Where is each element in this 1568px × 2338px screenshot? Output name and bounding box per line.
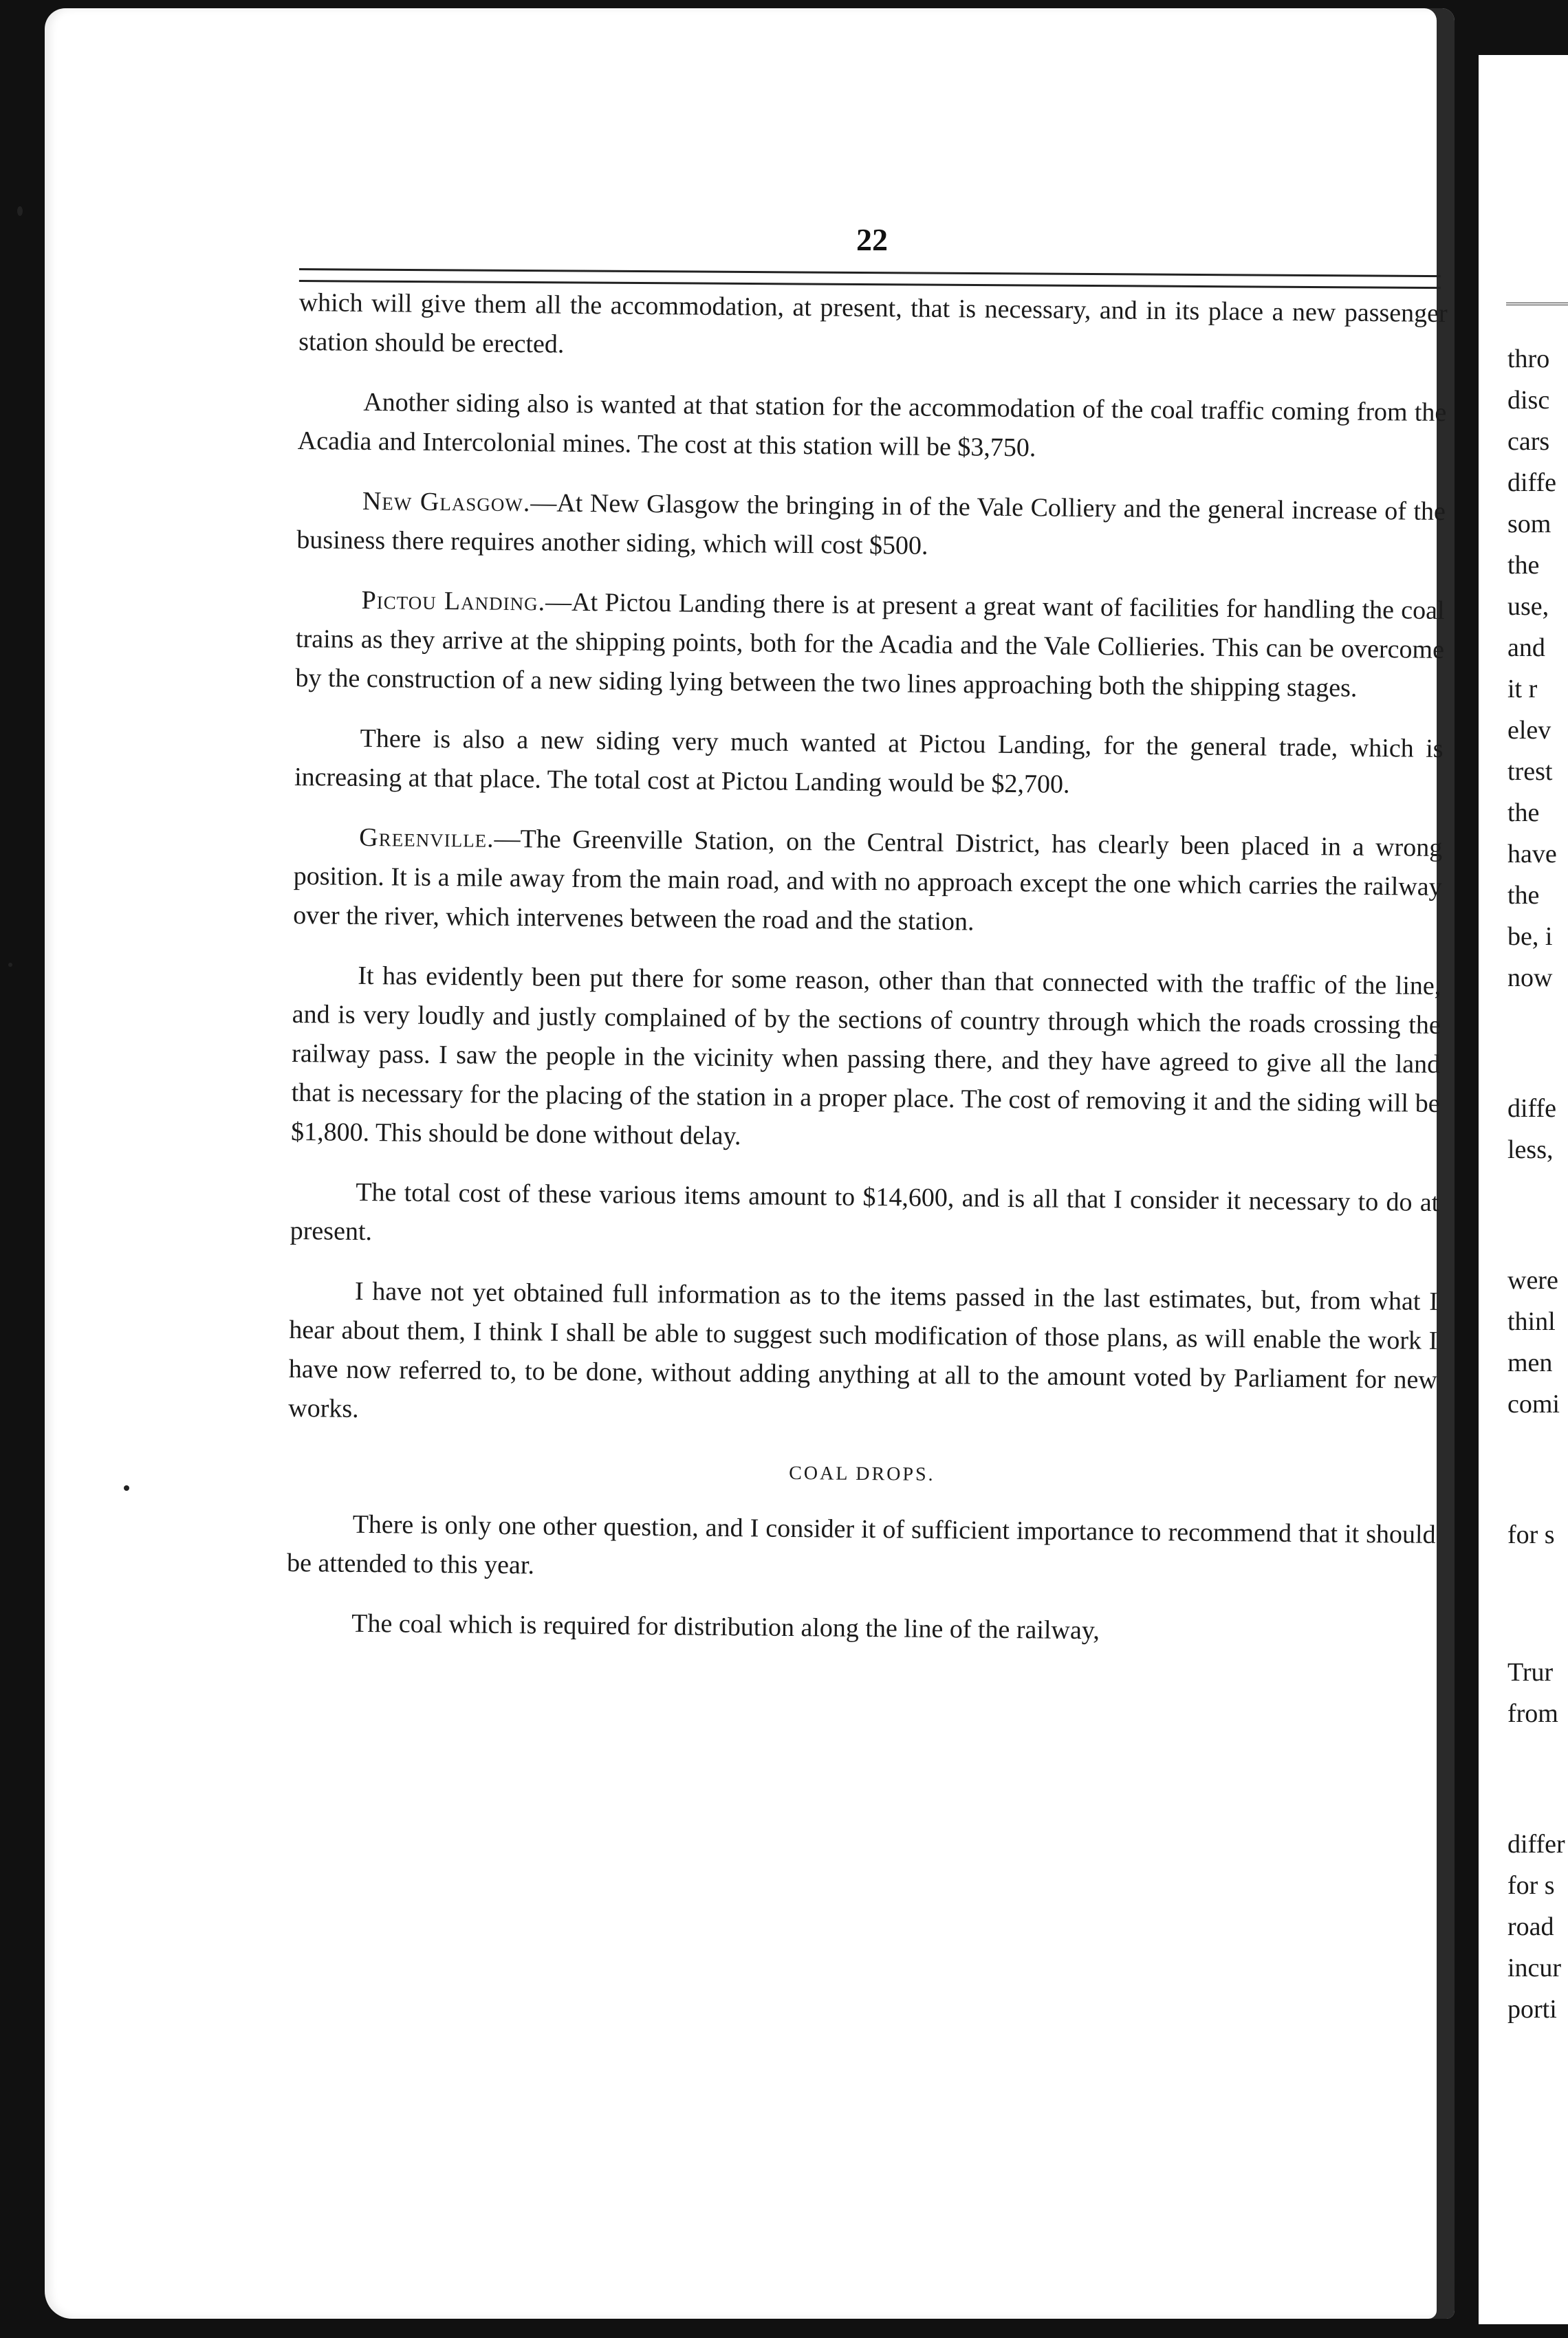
facing-page-fragment: for s [1507, 1520, 1555, 1549]
facing-page-fragment: comi [1507, 1390, 1560, 1419]
paragraph: The total cost of these various items amount to $14,600, and is all that I consider it necessary to do at present. [290, 1177, 1439, 1247]
facing-page-fragment: diffe [1507, 468, 1557, 497]
facing-page-fragment: porti [1507, 1995, 1557, 2024]
paragraph: I have not yet obtained full information as to the items passed in the last estimates, but, from what I hear about them, I think I shall be able to suggest such modification of those plans, as will enable the work I have now referred to, to be done, without adding anything at all to the amount voted by Parliament for new works. [288, 1276, 1439, 1423]
facing-page-fragment: men [1507, 1348, 1553, 1377]
paragraph: which will give them all the accommodation, at present, that is necessary, and in its place a new passenger station should be erected. [298, 287, 1448, 359]
body-text [286, 283, 1448, 1674]
document-page [45, 8, 1455, 2319]
paragraph-text: —At New Glasgow the bringing in of the Vale Colliery and the general increase of the business there requires another siding, which will cost $500. [296, 488, 1446, 560]
facing-page-fragment: the [1507, 798, 1540, 827]
paragraph [296, 481, 1446, 571]
facing-page-fragment: now [1507, 963, 1553, 992]
facing-page-fragment: thinl [1507, 1307, 1556, 1336]
facing-page-fragment: from [1507, 1699, 1558, 1728]
facing-page-fragment: it r [1507, 675, 1538, 703]
facing-page-fragment: the [1507, 881, 1540, 910]
facing-page-fragment: disc [1507, 386, 1550, 415]
paragraph [295, 580, 1445, 709]
paragraph [293, 818, 1443, 946]
facing-page-fragment: have [1507, 840, 1557, 868]
facing-page-fragment: incur [1507, 1954, 1562, 1982]
facing-page-fragment: and [1507, 633, 1545, 662]
facing-page-rule [1506, 303, 1568, 305]
run-in-heading: New Glasgow. [362, 486, 531, 518]
facing-page-fragment: be, i [1507, 922, 1553, 951]
facing-page [1479, 55, 1568, 2324]
run-in-heading: Pictou Landing. [361, 585, 546, 617]
paragraph: There is only one other question, and I consider it of sufficient importance to recommend that it should be attended to this year. [286, 1509, 1436, 1580]
facing-page-fragment: trest [1507, 757, 1553, 786]
facing-page-fragment: thro [1507, 345, 1550, 373]
facing-page-fragment: diffe [1507, 1094, 1557, 1123]
facing-page-fragment: som [1507, 510, 1551, 538]
paragraph-text: —At Pictou Landing there is at present a great want of facilities for handling the coal trains as they arrive at the shipping points, both for the Acadia and the Vale Collieries. This can be overcome by the construction of a new siding lying between the two lines approaching both the shipping stages. [295, 587, 1445, 703]
facing-page-fragment: the [1507, 551, 1540, 580]
facing-page-fragment: differ [1507, 1830, 1565, 1859]
paragraph: The coal which is required for distribution along the line of the railway, [351, 1608, 1100, 1646]
paragraph-text: —The Greenville Station, on the Central District, has clearly been placed in a wrong position. It is a mile away from the main road, and with no approach except the one which carries the railway over the river, which intervenes between the road and the station. [292, 824, 1443, 937]
paragraph: It has evidently been put there for some reason, other than that connected with the traffic of the line, and is very loudly and justly complained of by the sections of country through which the roads crossing the railway pass. I saw the people in the vicinity when passing there, and they have agreed to give all the land that is necessary for the placing of the station in a proper place. The cost of removing it and the siding will be $1,800. This should be done without delay. [290, 961, 1441, 1151]
facing-page-fragment: road [1507, 1912, 1554, 1941]
scan-speck [124, 1485, 129, 1491]
facing-page-fragment: less, [1507, 1135, 1554, 1164]
run-in-heading: Greenville. [359, 822, 494, 853]
page-number: 22 [856, 222, 888, 257]
facing-page-fragment: were [1507, 1266, 1558, 1295]
scan-speck [8, 963, 12, 967]
facing-page-fragment: elev [1507, 716, 1551, 745]
facing-page-fragment: Trur [1507, 1658, 1554, 1687]
paragraph: There is also a new siding very much wanted at Pictou Landing, for the general trade, which is increasing at that place. The total cost at Pictou Landing would be $2,700. [294, 723, 1444, 799]
facing-page-fragment: cars [1507, 427, 1550, 456]
section-heading: COAL DROPS. [789, 1462, 935, 1485]
scan-speck [17, 206, 23, 216]
facing-page-fragment: for s [1507, 1871, 1555, 1900]
paragraph: Another siding also is wanted at that station for the accommodation of the coal traffic coming from the Acadia and Intercolonial mines. The cost at this station will be $3,750. [297, 387, 1447, 463]
facing-page-fragment: use, [1507, 592, 1549, 621]
